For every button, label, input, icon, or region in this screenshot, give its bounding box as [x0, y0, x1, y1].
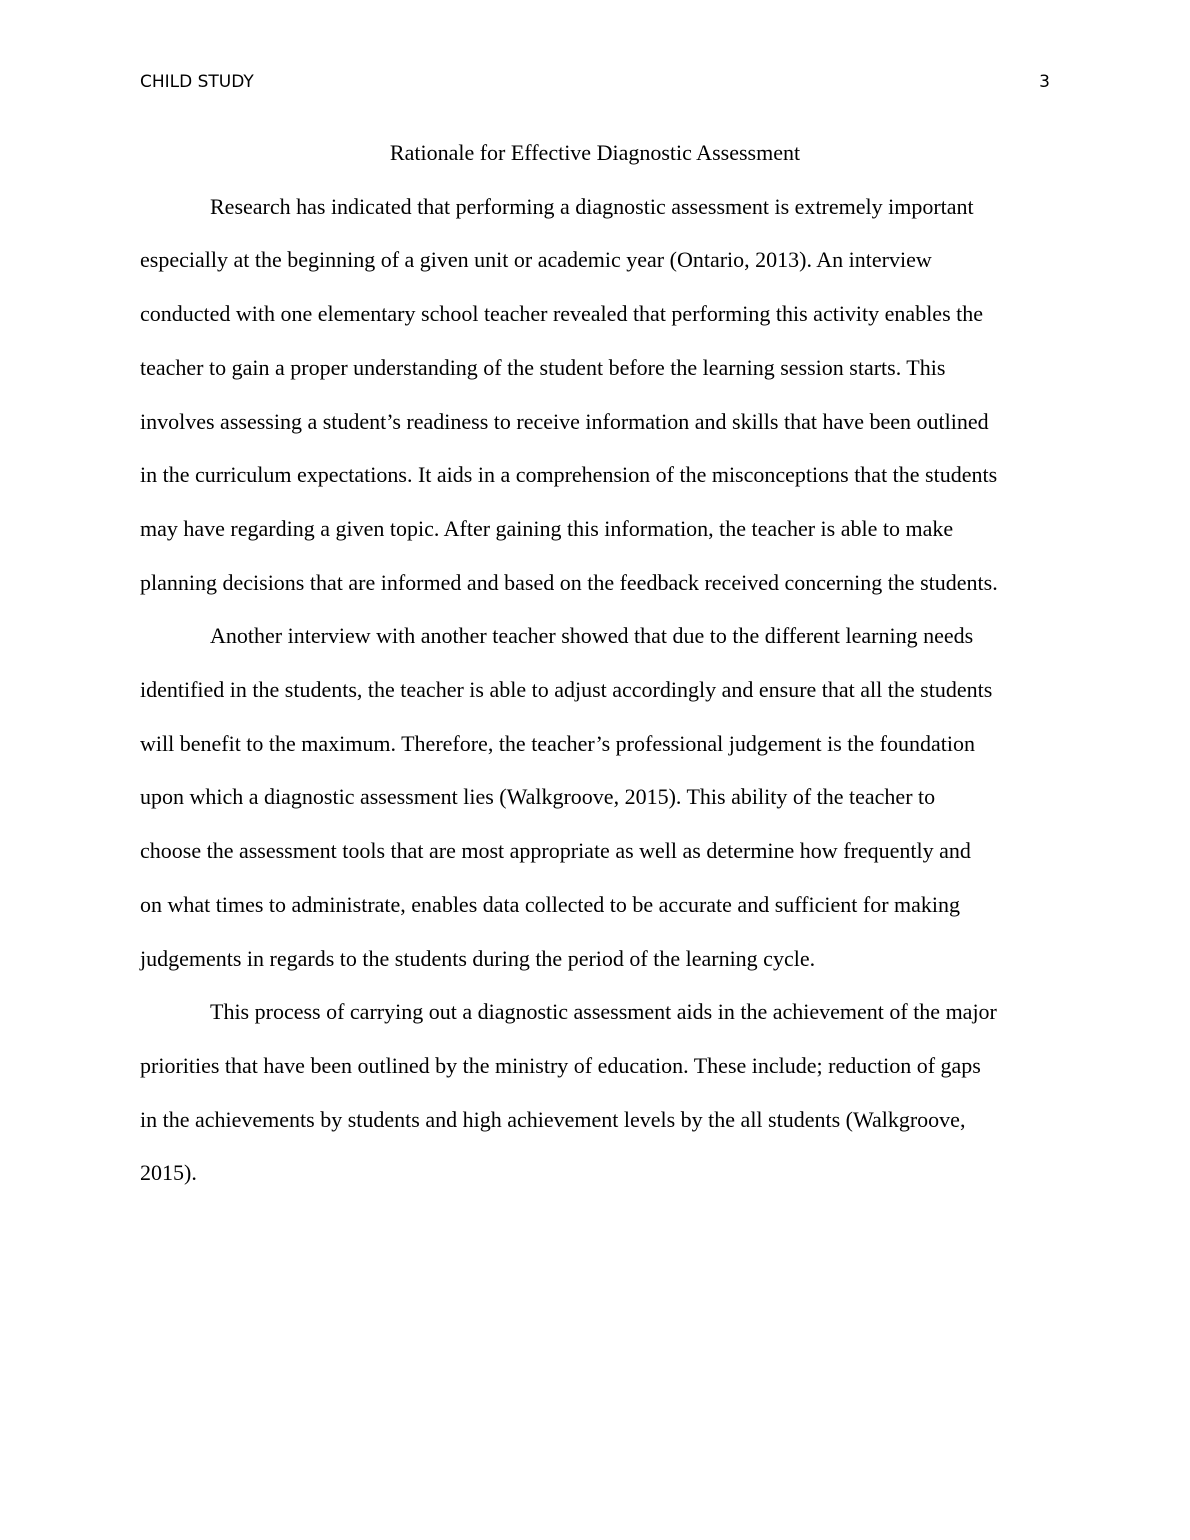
- paragraph-line: This process of carrying out a diagnostic assessment aids in the achievement of the major: [210, 999, 997, 1025]
- paragraph-line: involves assessing a student’s readiness to receive information and skills that have been outlined: [140, 408, 989, 434]
- paragraph-line: identified in the students, the teacher is able to adjust accordingly and ensure that all the students: [140, 677, 993, 703]
- paragraph-line: on what times to administrate, enables data collected to be accurate and sufficient for making: [140, 891, 961, 917]
- page-number: 3: [1039, 72, 1050, 92]
- paragraph-line: Research has indicated that performing a diagnostic assessment is extremely important: [210, 193, 974, 219]
- paragraph-line: planning decisions that are informed and based on the feedback received concerning the students.: [140, 569, 998, 595]
- paragraph-line: in the curriculum expectations. It aids in a comprehension of the misconceptions that the students: [140, 462, 998, 488]
- paragraph-line: judgements in regards to the students during the period of the learning cycle.: [140, 945, 816, 971]
- paragraph-line: especially at the beginning of a given unit or academic year (Ontario, 2013). An interview: [140, 247, 932, 273]
- paragraph-2: [140, 609, 1050, 985]
- paragraph-line: choose the assessment tools that are most appropriate as well as determine how frequently and: [140, 838, 971, 864]
- paragraph-line: will benefit to the maximum. Therefore, the teacher’s professional judgement is the foundation: [140, 730, 975, 756]
- paragraph-line: upon which a diagnostic assessment lies (Walkgroove, 2015). This ability of the teacher to: [140, 784, 936, 810]
- paragraph-line: may have regarding a given topic. After gaining this information, the teacher is able to make: [140, 515, 954, 541]
- document-title: Rationale for Effective Diagnostic Assessment: [389, 140, 801, 165]
- paragraph-line: conducted with one elementary school teacher revealed that performing this activity enables the: [140, 301, 984, 327]
- paragraph-line: teacher to gain a proper understanding of the student before the learning session starts. This: [140, 354, 946, 380]
- running-head: CHILD STUDY: [140, 72, 254, 92]
- paragraph-line: Another interview with another teacher showed that due to the different learning needs: [210, 623, 974, 649]
- paragraph-line: in the achievements by students and high achievement levels by the all students (Walkgroove,: [140, 1106, 966, 1132]
- document-body: [140, 126, 1050, 1200]
- paragraph-line: priorities that have been outlined by the ministry of education. These include; reduction of gaps: [140, 1052, 981, 1078]
- page-header: [140, 72, 1050, 96]
- paragraph-1: [140, 180, 1050, 610]
- paragraph-line: 2015).: [140, 1160, 197, 1186]
- paragraph-3: [140, 985, 1050, 1200]
